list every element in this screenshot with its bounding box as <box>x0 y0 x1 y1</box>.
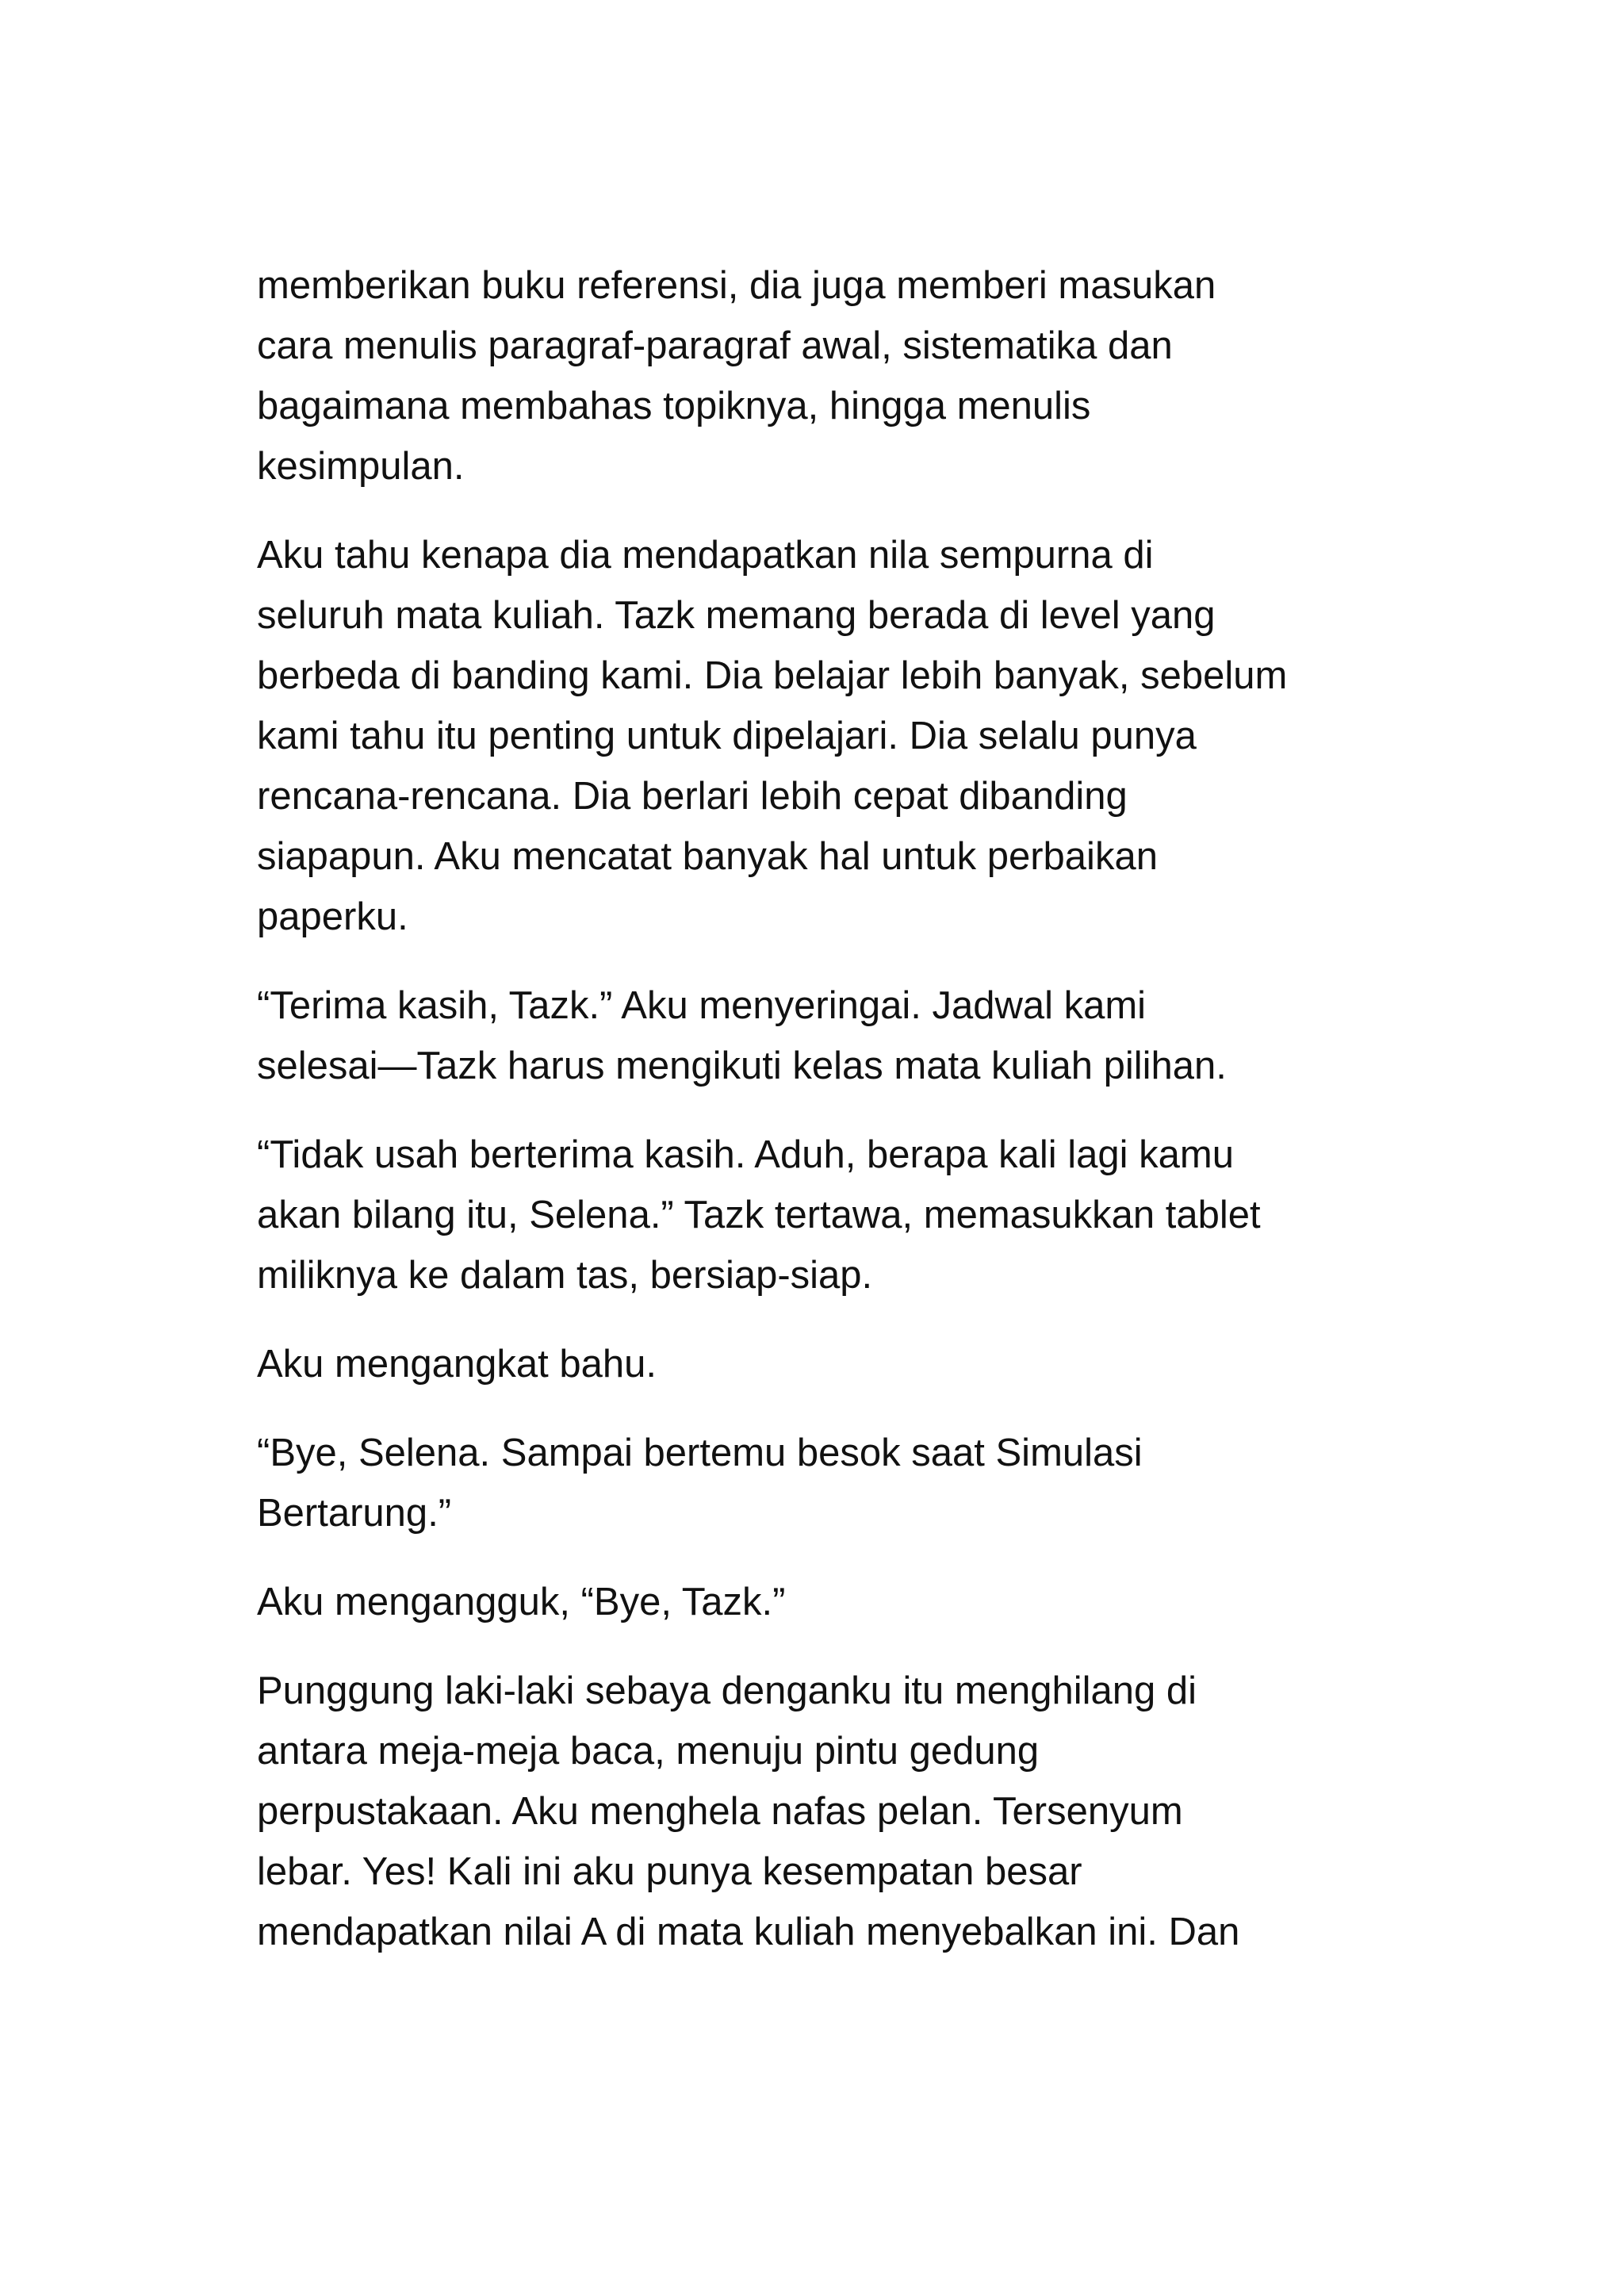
text-line: bagaimana membahas topiknya, hingga menulis <box>257 385 1091 427</box>
text-line: akan bilang itu, Selena.” Tazk tertawa, memasukkan tablet <box>257 1194 1261 1236</box>
text-line: siapapun. Aku mencatat banyak hal untuk perbaikan <box>257 835 1158 878</box>
text-line: paperku. <box>257 895 408 938</box>
paragraph-7 <box>257 1572 1399 1632</box>
text-line: miliknya ke dalam tas, bersiap-siap. <box>257 1254 873 1297</box>
paragraph-6 <box>257 1423 1399 1543</box>
paragraph-8 <box>257 1661 1399 1962</box>
paragraph-5 <box>257 1334 1399 1394</box>
paragraph-3 <box>257 976 1399 1096</box>
text-line: berbeda di banding kami. Dia belajar lebih banyak, sebelum <box>257 654 1288 697</box>
text-line: kesimpulan. <box>257 445 465 488</box>
text-line: mendapatkan nilai A di mata kuliah menyebalkan ini. Dan <box>257 1911 1240 1953</box>
text-line: seluruh mata kuliah. Tazk memang berada di level yang <box>257 594 1216 637</box>
text-line: lebar. Yes! Kali ini aku punya kesempatan besar <box>257 1850 1082 1893</box>
text-line: memberikan buku referensi, dia juga memberi masukan <box>257 264 1216 307</box>
text-line: cara menulis paragraf-paragraf awal, sistematika dan <box>257 324 1173 367</box>
text-line: perpustakaan. Aku menghela nafas pelan. Tersenyum <box>257 1790 1183 1833</box>
text-line: “Tidak usah berterima kasih. Aduh, berapa kali lagi kamu <box>257 1133 1234 1176</box>
paragraph-2 <box>257 525 1399 947</box>
text-line: Aku mengangkat bahu. <box>257 1343 657 1386</box>
text-line: “Terima kasih, Tazk.” Aku menyeringai. Jadwal kami <box>257 984 1147 1027</box>
text-line: Punggung laki-laki sebaya denganku itu menghilang di <box>257 1669 1197 1712</box>
text-line: rencana-rencana. Dia berlari lebih cepat dibanding <box>257 775 1128 818</box>
text-line: Bertarung.” <box>257 1492 452 1535</box>
text-line: “Bye, Selena. Sampai bertemu besok saat Simulasi <box>257 1432 1143 1474</box>
text-line: Aku tahu kenapa dia mendapatkan nila sempurna di <box>257 534 1154 577</box>
paragraph-4 <box>257 1125 1399 1305</box>
paragraph-1 <box>257 255 1399 496</box>
document-body <box>257 255 1399 1991</box>
text-line: antara meja-meja baca, menuju pintu gedung <box>257 1730 1040 1773</box>
text-line: selesai—Tazk harus mengikuti kelas mata kuliah pilihan. <box>257 1045 1227 1087</box>
text-line: Aku mengangguk, “Bye, Tazk.” <box>257 1581 786 1623</box>
text-line: kami tahu itu penting untuk dipelajari. Dia selalu punya <box>257 715 1197 757</box>
